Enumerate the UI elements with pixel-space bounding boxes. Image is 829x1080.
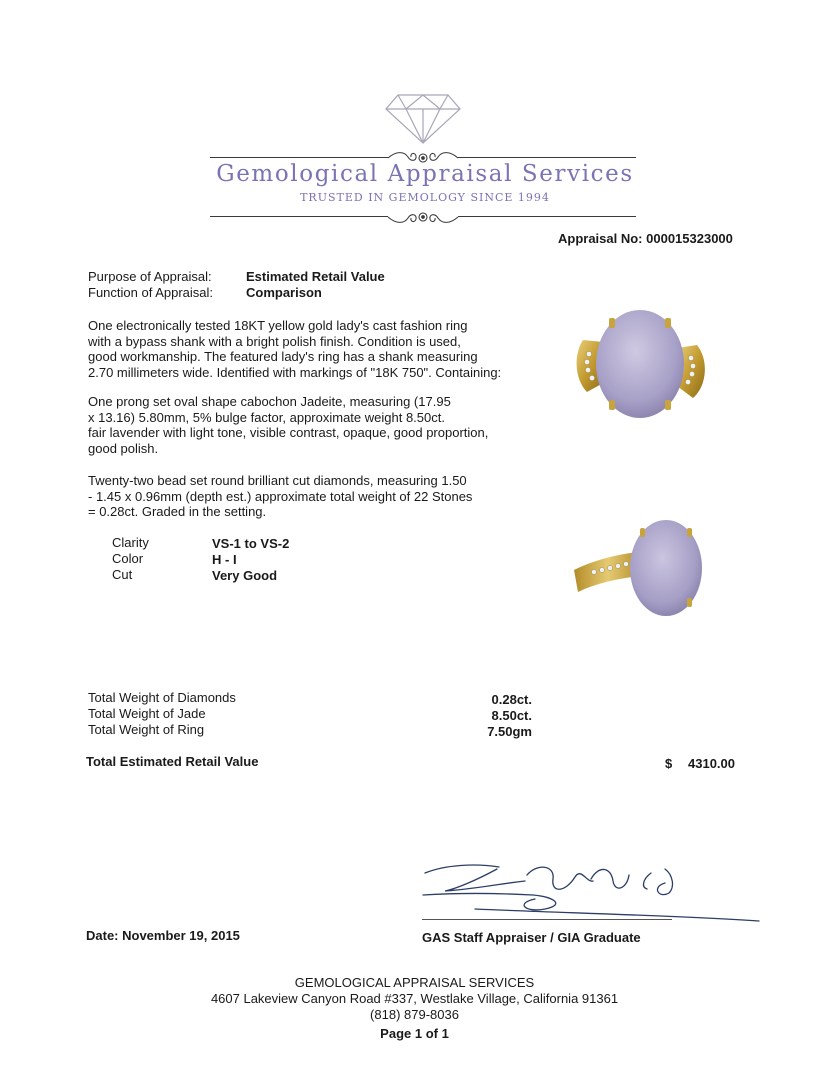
signature-line (422, 919, 672, 920)
footer-address: 4607 Lakeview Canyon Road #337, Westlake Village, California 91361 (210, 991, 619, 1006)
header-rule-top-left (210, 157, 388, 158)
description-line: 2.70 millimeters wide. Identified with markings of "18K 750". Containing: (88, 364, 502, 380)
diamond-logo-icon (384, 93, 462, 145)
footer (0, 975, 829, 1042)
cut-label: Cut (112, 567, 133, 582)
description-line: One electronically tested 18KT yellow gold lady's cast fashion ring (88, 318, 468, 333)
appraisal-number: Appraisal No: 000015323000 (558, 231, 733, 246)
ring-description (88, 318, 501, 380)
description-line: Twenty-two bead set round brilliant cut diamonds, measuring 1.50 (88, 473, 467, 488)
purpose-label: Purpose of Appraisal: (88, 269, 212, 284)
description-line: fair lavender with light tone, visible contrast, opaque, good proportion, (88, 425, 489, 441)
jade-description (88, 394, 488, 456)
description-line: x 13.16) 5.80mm, 5% bulge factor, approximate weight 8.50ct. (88, 409, 445, 425)
total-diamonds-label: Total Weight of Diamonds (88, 690, 236, 705)
appraiser-credential: GAS Staff Appraiser / GIA Graduate (422, 930, 641, 945)
color-label: Color (112, 551, 144, 566)
appraiser-signature (415, 853, 765, 925)
retail-value-amount: 4310.00 (688, 756, 735, 771)
ring-photo-bottom (570, 512, 710, 624)
scroll-ornament-bottom-icon (386, 208, 460, 226)
company-tagline: TRUSTED IN GEMOLOGY SINCE 1994 (300, 191, 550, 204)
total-diamonds-value: 0.28ct. (491, 692, 532, 707)
function-value: Comparison (246, 285, 322, 300)
footer-company: GEMOLOGICAL APPRAISAL SERVICES (294, 975, 535, 990)
page-number: Page 1 of 1 (380, 1026, 449, 1041)
description-line: good workmanship. The featured lady's ring has a shank measuring (88, 349, 478, 365)
retail-value-label: Total Estimated Retail Value (86, 754, 259, 769)
footer-phone: (818) 879-8036 (370, 1007, 459, 1022)
company-name: Gemological Appraisal Services (216, 161, 634, 187)
header-rule-bottom-right (458, 216, 636, 217)
ring-photo-top (565, 300, 715, 425)
description-line: good polish. (88, 440, 159, 456)
purpose-value: Estimated Retail Value (246, 269, 385, 284)
clarity-value: VS-1 to VS-2 (212, 536, 290, 551)
description-line: with a bypass shank with a bright polish finish. Condition is used, (88, 333, 461, 349)
description-line: - 1.45 x 0.96mm (depth est.) approximate total weight of 22 Stones (88, 488, 473, 504)
total-jade-value: 8.50ct. (491, 708, 532, 723)
description-line: = 0.28ct. Graded in the setting. (88, 504, 267, 520)
cut-value: Very Good (212, 568, 278, 583)
diamond-description (88, 473, 472, 520)
header-rule-bottom-left (210, 216, 388, 217)
description-line: One prong set oval shape cabochon Jadeite, measuring (17.95 (88, 394, 451, 409)
header-rule-top-right (458, 157, 636, 158)
currency-symbol: $ (665, 756, 673, 771)
clarity-label: Clarity (112, 535, 149, 550)
total-ring-value: 7.50gm (487, 724, 532, 739)
total-jade-label: Total Weight of Jade (88, 706, 206, 721)
function-label: Function of Appraisal: (88, 285, 214, 300)
color-value: H - I (212, 552, 237, 567)
total-ring-label: Total Weight of Ring (88, 722, 205, 737)
appraisal-date: Date: November 19, 2015 (86, 928, 240, 943)
